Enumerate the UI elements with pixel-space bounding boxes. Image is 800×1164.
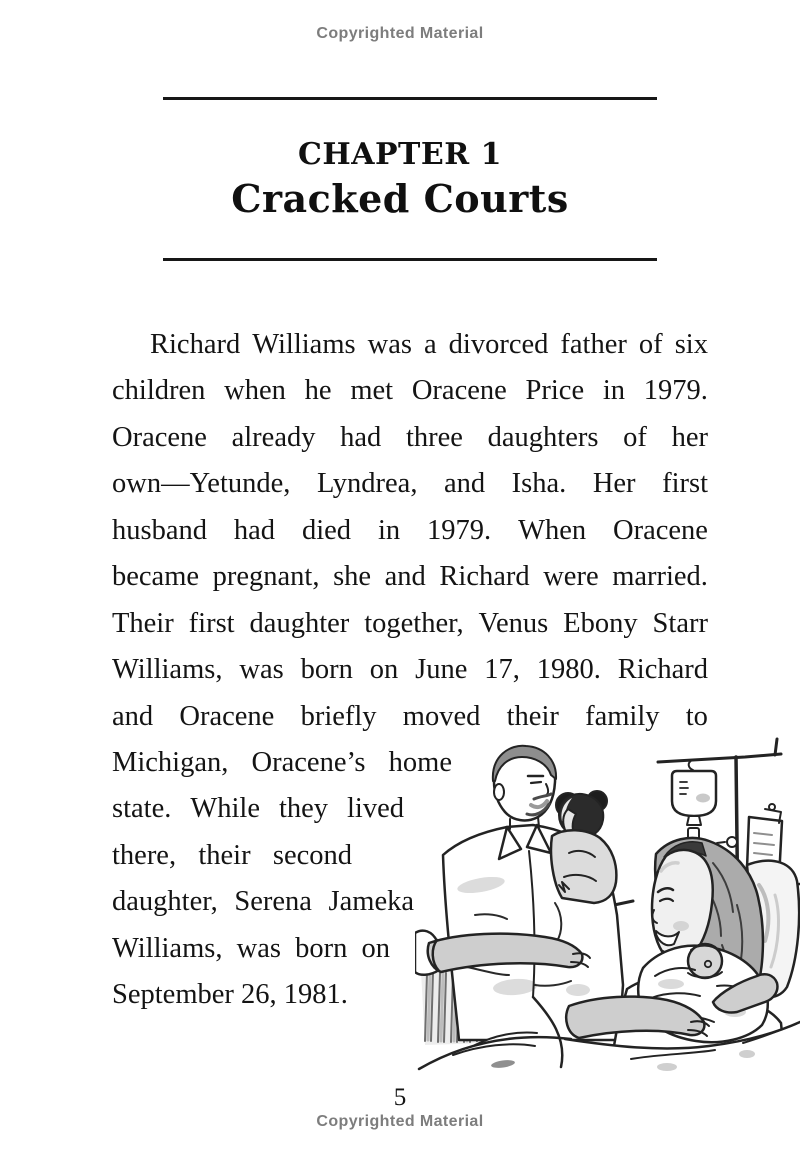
text-line: became pregnant, she and Richard were married. xyxy=(112,561,708,593)
text-line: state. While they lived xyxy=(112,793,404,825)
text-line: daughter, Serena Jameka xyxy=(112,886,414,918)
text-line: Williams, was born on xyxy=(112,932,390,964)
hospital-room-illustration xyxy=(415,735,800,1085)
text-line: there, their second xyxy=(112,839,352,871)
chapter-number: CHAPTER 1 xyxy=(298,137,502,172)
text-line: September 26, 1981. xyxy=(112,979,348,1011)
text-line: Richard Williams was a divorced father of six xyxy=(150,329,708,360)
copyright-notice-top: Copyrighted Material xyxy=(316,25,484,42)
text-line: and Oracene briefly moved their family to xyxy=(112,700,708,732)
toddler-figure xyxy=(551,791,616,903)
page-number: 5 xyxy=(393,1084,407,1111)
text-line: Their first daughter together, Venus Ebony Starr xyxy=(112,607,708,639)
chapter-title: Cracked Courts xyxy=(231,176,569,221)
text-line: Oracene already had three daughters of her xyxy=(112,421,708,453)
copyright-notice-bottom: Copyrighted Material xyxy=(316,1113,484,1130)
text-line: children when he met Oracene Price in 1979. xyxy=(112,375,708,407)
text-line: own—Yetunde, Lyndrea, and Isha. Her first xyxy=(112,468,708,500)
text-line: Michigan, Oracene’s home xyxy=(112,746,452,778)
text-line: husband had died in 1979. When Oracene xyxy=(112,514,708,546)
chapter-rule-top xyxy=(163,97,657,100)
chapter-rule-bottom xyxy=(163,258,657,261)
text-line: Williams, was born on June 17, 1980. Richard xyxy=(112,654,708,686)
